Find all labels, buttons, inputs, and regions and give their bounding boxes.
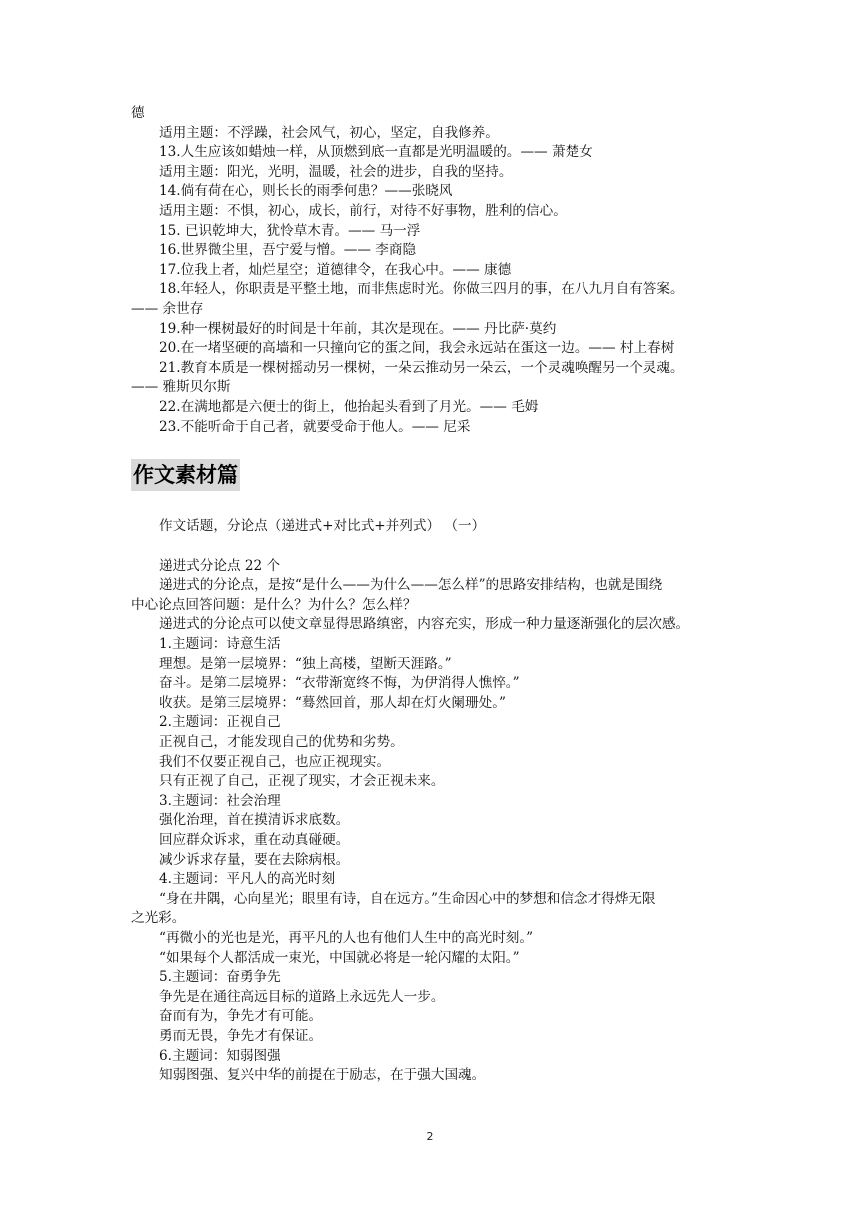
text-line: 奋斗。是第二层境界：“衣带渐宽终不悔，为伊消得人憔悴。” [159, 675, 520, 692]
text-line: 5.主题词：奋勇争先 [159, 969, 281, 986]
text-line: 正视自己，才能发现自己的优势和劣势。 [159, 734, 404, 751]
text-line: 知弱图强、复兴中华的前提在于励志，在于强大国魂。 [159, 1067, 486, 1084]
text-line: 18.年轻人，你职责是平整土地，而非焦虑时光。你做三四月的事，在八九月自有答案。 [159, 281, 684, 298]
text-line: 1.主题词：诗意生活 [159, 636, 281, 653]
text-line: 3.主题词：社会治理 [159, 792, 281, 809]
text-line: 适用主题：不浮躁，社会风气，初心，坚定，自我修养。 [159, 124, 499, 141]
text-line: 我们不仅要正视自己，也应正视现实。 [159, 753, 391, 770]
spacer [131, 537, 731, 557]
text-line: 勇而无畏，争先才有保证。 [159, 1027, 323, 1044]
text-line: 奋而有为，争先才有可能。 [159, 1008, 323, 1025]
text-line: 16.世界微尘里，吾宁爱与憎。—— 李商隐 [159, 242, 417, 259]
text-line: 适用主题：不惧，初心，成长，前行，对待不好事物，胜利的信心。 [159, 202, 567, 219]
text-line: 理想。是第一层境界：“独上高楼，望断天涯路。” [159, 655, 452, 672]
text-line: 2.主题词：正视自己 [159, 714, 281, 731]
text-line: 之光彩。 [131, 910, 186, 927]
topic-title: 作文话题，分论点（递进式+对比式+并列式） （一） [159, 518, 486, 535]
text-line: 14.倘有荷在心，则长长的雨季何患？——张晓风 [159, 183, 453, 200]
text-line: 递进式的分论点，是按“是什么——为什么——怎么样”的思路安排结构，也就是围绕 [159, 577, 663, 594]
text-line: 回应群众诉求，重在动真碰硬。 [159, 832, 350, 848]
section-heading-wrap [131, 459, 731, 493]
text-line: 递进式的分论点可以使文章显得思路缜密，内容充实，形成一种力量逐渐强化的层次感。 [159, 616, 690, 633]
text-line: “身在井隅，心向星光；眼里有诗，自在远方。”生命因心中的梦想和信念才得烨无限 [159, 890, 656, 907]
text-line: 收获。是第三层境界：“蓦然回首，那人却在灯火阑珊处。” [159, 694, 506, 711]
text-line: 中心论点回答问题：是什么？为什么？怎么样？ [131, 596, 417, 613]
text-line: 4.主题词：平凡人的高光时刻 [159, 871, 336, 888]
text-line: 适用主题：阳光，光明，温暖，社会的进步，自我的坚持。 [159, 163, 513, 180]
page-content [131, 104, 731, 1086]
page-number: 2 [426, 1130, 434, 1143]
text-line: 21.教育本质是一棵树摇动另一棵树，一朵云推动另一朵云，一个灵魂唤醒另一个灵魂。 [159, 359, 684, 376]
text-line: “再微小的光也是光，再平凡的人也有他们人生中的高光时刻。” [159, 929, 534, 946]
text-line: 17.位我上者，灿烂星空；道德律令，在我心中。—— 康德 [159, 261, 512, 278]
text-line: 13.人生应该如蜡烛一样，从顶燃到底一直都是光明温暖的。—— 萧楚女 [159, 144, 593, 161]
text-line: “如果每个人都活成一束光，中国就必将是一轮闪耀的太阳。” [159, 949, 520, 966]
text-line: 15. 已识乾坤大，犹怜草木青。—— 马一浮 [159, 222, 421, 239]
text-line: —— 余世存 [131, 300, 204, 317]
text-line: 强化治理，首在摸清诉求底数。 [159, 812, 350, 829]
body-section [131, 557, 731, 1086]
text-line: —— 雅斯贝尔斯 [131, 379, 231, 396]
quotes-section [131, 104, 731, 437]
text-line: 6.主题词：知弱图强 [159, 1047, 281, 1064]
text-line: 德 [131, 105, 145, 121]
text-line: 23.不能听命于自己者，就要受命于他人。—— 尼采 [159, 418, 471, 435]
text-line: 递进式分论点 22 个 [159, 557, 281, 574]
text-line: 只有正视了自己，正视了现实，才会正视未来。 [159, 773, 445, 790]
text-line: 争先是在通往高远目标的道路上永远先人一步。 [159, 988, 445, 1005]
text-line: 20.在一堵坚硬的高墙和一只撞向它的蛋之间，我会永远站在蛋这一边。—— 村上春树 [159, 340, 675, 357]
section-heading: 作文素材篇 [131, 459, 240, 491]
text-line: 减少诉求存量，要在去除病根。 [159, 851, 350, 868]
text-line: 19.种一棵树最好的时间是十年前，其次是现在。—— 丹比萨·莫约 [159, 320, 557, 337]
text-line: 22.在满地都是六便士的街上，他抬起头看到了月光。—— 毛姆 [159, 398, 539, 415]
